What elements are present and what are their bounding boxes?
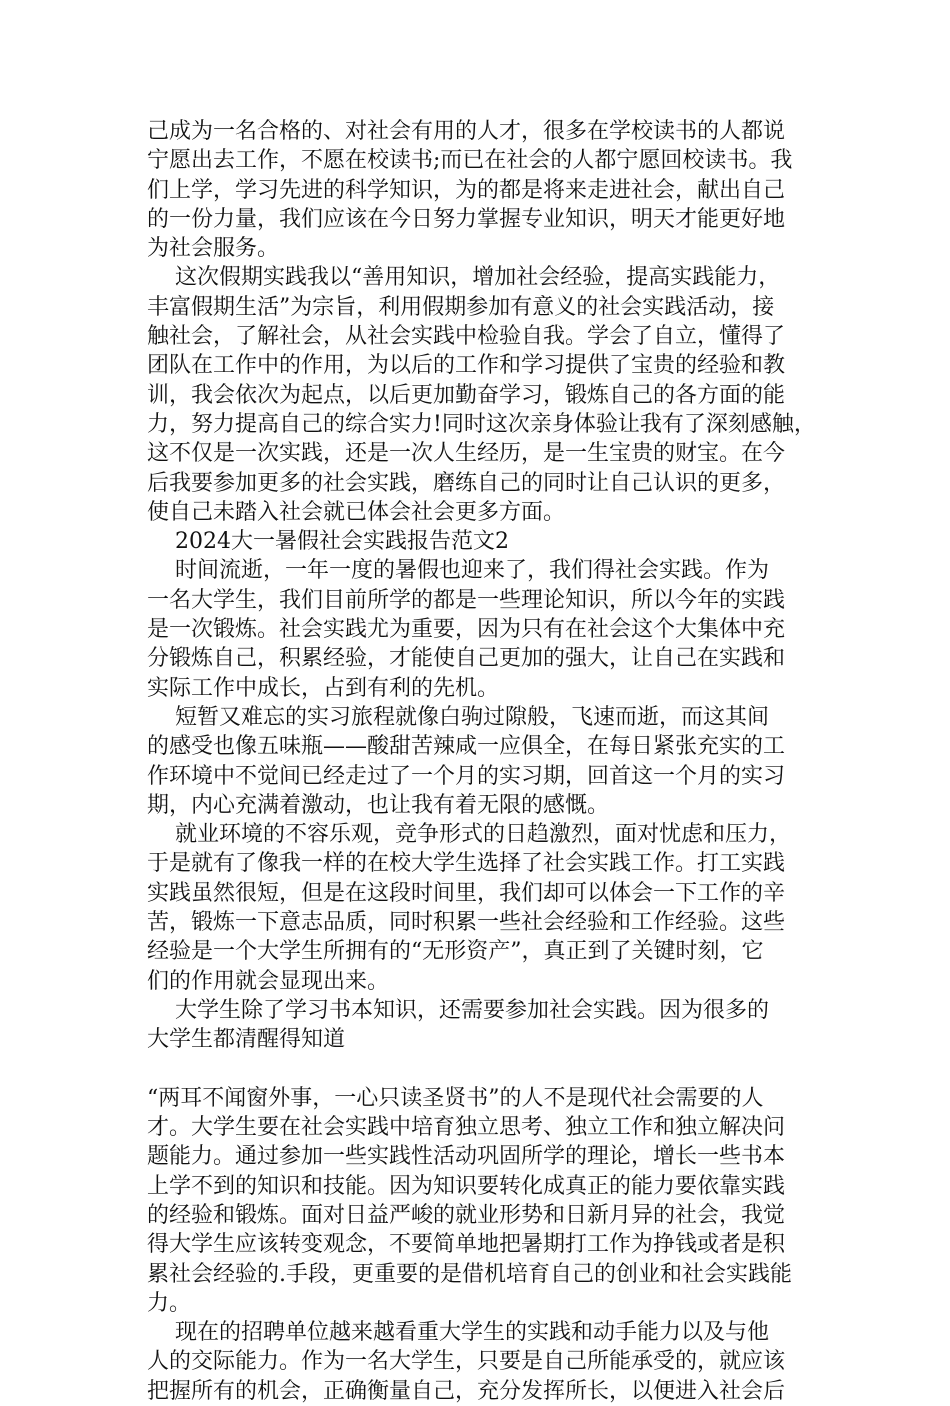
text-line: 于是就有了像我一样的在校大学生选择了社会实践工作。打工实践 [147,851,786,877]
text-line: 力。 [147,1290,192,1316]
text-line: 大学生除了学习书本知识，还需要参加社会实践。因为很多的 [147,997,769,1023]
text-line: 大学生都清醒得知道 [147,1027,346,1053]
text-line: 团队在工作中的作用，为以后的工作和学习提供了宝贵的经验和教 [147,353,786,379]
text-line: 为社会服务。 [147,236,280,262]
text-line: 们上学，学习先进的科学知识，为的都是将来走进社会，献出自己 [147,177,786,203]
text-line: 的一份力量，我们应该在今日努力掌握专业知识，明天才能更好地 [147,206,786,232]
text-line: 作环境中不觉间已经走过了一个月的实习期，回首这一个月的实习 [147,763,786,789]
text-line: 训，我会依次为起点，以后更加勤奋学习，锻炼自己的各方面的能 [147,382,786,408]
text-line: 的感受也像五味瓶——酸甜苦辣咸一应俱全，在每日紧张充实的工 [147,734,786,760]
text-line: 期，内心充满着激动，也让我有着无限的感慨。 [147,792,610,818]
text-line: 的经验和锻炼。面对日益严峻的就业形势和日新月异的社会，我觉 [147,1202,786,1228]
text-line: 己成为一名合格的、对社会有用的人才，很多在学校读书的人都说 [147,119,786,144]
text-line: 才。大学生要在社会实践中培育独立思考、独立工作和独立解决问 [147,1115,786,1141]
text-line: 触社会，了解社会，从社会实践中检验自我。学会了自立，懂得了 [147,324,786,350]
text-line: 这不仅是一次实践，还是一次人生经历，是一生宝贵的财宝。在今 [147,441,786,467]
text-line: 短暂又难忘的实习旅程就像白驹过隙般，飞速而逝，而这其间 [147,704,769,730]
text-line: 后我要参加更多的社会实践，磨练自己的同时让自己认识的更多， [147,470,786,496]
text-line: 实践虽然很短，但是在这段时间里，我们却可以体会一下工作的辛 [147,880,786,906]
text-line: 力，努力提高自己的综合实力!同时这次亲身体验让我有了深刻感触， [147,411,816,437]
text-line: 累社会经验的.手段，更重要的是借机培育自己的创业和社会实践能 [147,1261,792,1287]
text-line: 上学不到的知识和技能。因为知识要转化成真正的能力要依靠实践 [147,1173,786,1199]
text-line: 把握所有的机会，正确衡量自己，充分发挥所长，以便进入社会后 [147,1378,786,1404]
text-line: 经验是一个大学生所拥有的“无形资产”，真正到了关键时刻，它 [147,939,764,965]
text-line: 们的作用就会显现出来。 [147,968,390,994]
text-line: 苦，锻炼一下意志品质，同时积累一些社会经验和工作经验。这些 [147,910,786,936]
blank-line [147,1055,817,1084]
text-line: 一名大学生，我们目前所学的都是一些理论知识，所以今年的实践 [147,587,786,613]
text-line: 得大学生应该转变观念，不要简单地把暑期打工作为挣钱或者是积 [147,1232,786,1258]
text-line: 题能力。通过参加一些实践性活动巩固所学的理论，增长一些书本 [147,1144,786,1170]
text-line: “两耳不闻窗外事，一心只读圣贤书”的人不是现代社会需要的人 [147,1085,764,1111]
text-line: 丰富假期生活”为宗旨，利用假期参加有意义的社会实践活动，接 [147,294,775,320]
text-line: 人的交际能力。作为一名大学生，只要是自己所能承受的，就应该 [147,1349,786,1375]
text-line: 使自己未踏入社会就已体会社会更多方面。 [147,499,566,525]
document-body [147,117,817,1406]
text-line: 就业环境的不容乐观，竞争形式的日趋激烈，面对忧虑和压力， [147,822,791,848]
text-line: 宁愿出去工作，不愿在校读书;而已在社会的人都宁愿回校读书。我 [147,148,793,174]
text-line: 现在的招聘单位越来越看重大学生的实践和动手能力以及与他 [147,1320,769,1346]
text-line: 时间流逝，一年一度的暑假也迎来了，我们得社会实践。作为 [147,558,769,584]
text-line: 是一次锻炼。社会实践尤为重要，因为只有在社会这个大集体中充 [147,617,786,643]
text-line: 分锻炼自己，积累经验，才能使自己更加的强大，让自己在实践和 [147,646,786,672]
text-line: 这次假期实践我以“善用知识，增加社会经验，提高实践能力， [147,265,781,291]
section-heading: 2024大一暑假社会实践报告范文2 [147,529,509,555]
text-line: 实际工作中成长，占到有利的先机。 [147,675,500,701]
